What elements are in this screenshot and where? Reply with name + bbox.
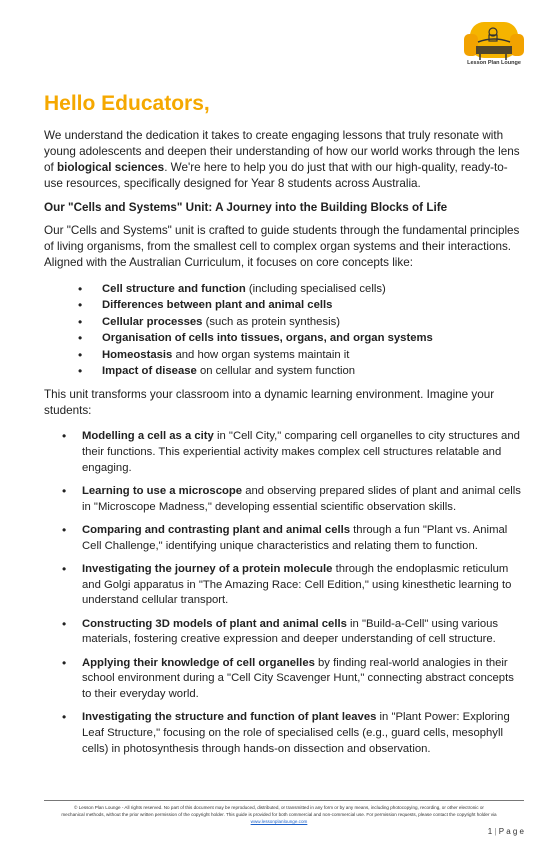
list-item-bold: Learning to use a microscope (82, 484, 243, 497)
list-item-text: on cellular and system function (196, 365, 356, 378)
intro-text-end: . We're here to help you do just that with our high-quality, ready-to-use resources, specifically designed for Year 8 students across Australia. (44, 161, 508, 190)
list-item (78, 330, 518, 346)
footer-line-2: mechanical methods, without the prior written permission of the copyright holder. This guide is provided for both commercial and non-commercial use. For permission requests, please contact the copyright holder via (61, 811, 497, 817)
footer-line-1: © Lesson Plan Lounge - All rights reserved. No part of this document may be reproduced, distributed, or transmitted in any form or by any means, including photocopying, recording, or other electronic or (74, 805, 484, 810)
page-title: Hello Educators, (44, 92, 210, 115)
list-item-text: and how organ systems maintain it (172, 348, 350, 361)
list-item-bold: Modelling a cell as a city (82, 430, 214, 442)
page-number (488, 827, 524, 836)
list-item-text: through the endoplasmic reticulum and Golgi apparatus in "The Amazing Race: Cell Edition," using kinesthetic learning to understand cellular transport. (82, 562, 512, 607)
list-item (62, 523, 524, 555)
list-item-bold: Cell structure and function (102, 283, 246, 295)
list-item-text: through a fun "Plant vs. Animal Cell Challenge," identifying unique characteristics and relating them to function. (82, 523, 508, 552)
brand-name: Lesson Plan Lounge (467, 60, 521, 66)
list-item-text: in "Cell City," comparing cell organelles to city structures and their functions. This experiential activity makes complex cell structures relatable and engaging. (82, 430, 520, 474)
page-number-separator: | (494, 827, 497, 836)
list-item-bold: Investigating the structure and function of plant leaves (82, 711, 377, 724)
list-item (78, 314, 518, 330)
intro-text-bold: biological sciences (57, 161, 165, 174)
transform-paragraph: This unit transforms your classroom into a dynamic learning environment. Imagine your students: (44, 388, 495, 417)
footer-copyright (30, 805, 528, 825)
list-item-text: (such as protein synthesis) (202, 315, 340, 328)
page-label: P a g e (498, 827, 524, 836)
unit-description: Our "Cells and Systems" unit is crafted to guide students through the fundamental principles of living organisms, from the smallest cell to complex organ systems and their interactions. Aligned with the Australian Curriculum, it focuses on core concepts like: (44, 224, 520, 269)
page-number-value: 1 (487, 827, 493, 836)
list-item-bold: Homeostasis (102, 348, 173, 361)
list-item (78, 281, 518, 297)
concepts-list (78, 281, 518, 379)
list-item-text: (including specialised cells) (245, 283, 386, 295)
list-item-text: by finding real-world analogies in their school environment during a "Cell City Scavenger Hunt," connecting abstract concepts to their everyday world. (82, 656, 514, 701)
list-item-bold: Differences between plant and animal cells (102, 299, 333, 312)
list-item-bold: Investigating the journey of a protein molecule (82, 562, 333, 575)
list-item-bold: Cellular processes (102, 315, 203, 328)
list-item-bold: Applying their knowledge of cell organelles (82, 656, 315, 669)
footer-divider (44, 800, 524, 801)
list-item-text: in "Build-a-Cell" using various materials, fostering creative expression and deeper understanding of cell structure. (82, 617, 499, 646)
activities-list (62, 429, 524, 765)
intro-paragraph (44, 128, 524, 192)
list-item (62, 562, 524, 609)
list-item-bold: Organisation of cells into tissues, organs, and organ systems (102, 332, 433, 345)
footer-website-link[interactable]: www.lessonplanlounge.com (250, 818, 308, 824)
intro-text-start: We understand the dedication it takes to create engaging lessons that truly resonate with young adolescents and deepen their understanding of how our world works through the lens of (44, 129, 520, 174)
list-item (78, 347, 518, 363)
list-item (62, 710, 524, 757)
list-item (78, 297, 518, 313)
list-item-bold: Constructing 3D models of plant and animal cells (82, 617, 347, 630)
unit-title: Our "Cells and Systems" Unit: A Journey into the Building Blocks of Life (44, 201, 448, 214)
list-item-text: in "Plant Power: Exploring Leaf Structure," focusing on the role of specialised cells (e.g., guard cells, mesophyll cells) in photosynthesis through hands-on dissection and observation. (82, 711, 510, 755)
list-item-bold: Comparing and contrasting plant and animal cells (82, 523, 351, 536)
list-item-text: and observing prepared slides of plant and animal cells in "Microscope Madness," developing essential scientific observation skills. (82, 484, 521, 513)
list-item-bold: Impact of disease (102, 365, 197, 378)
list-item (62, 429, 524, 476)
list-item (78, 363, 518, 379)
list-item (62, 484, 524, 516)
list-item (62, 656, 524, 703)
list-item (62, 617, 524, 649)
